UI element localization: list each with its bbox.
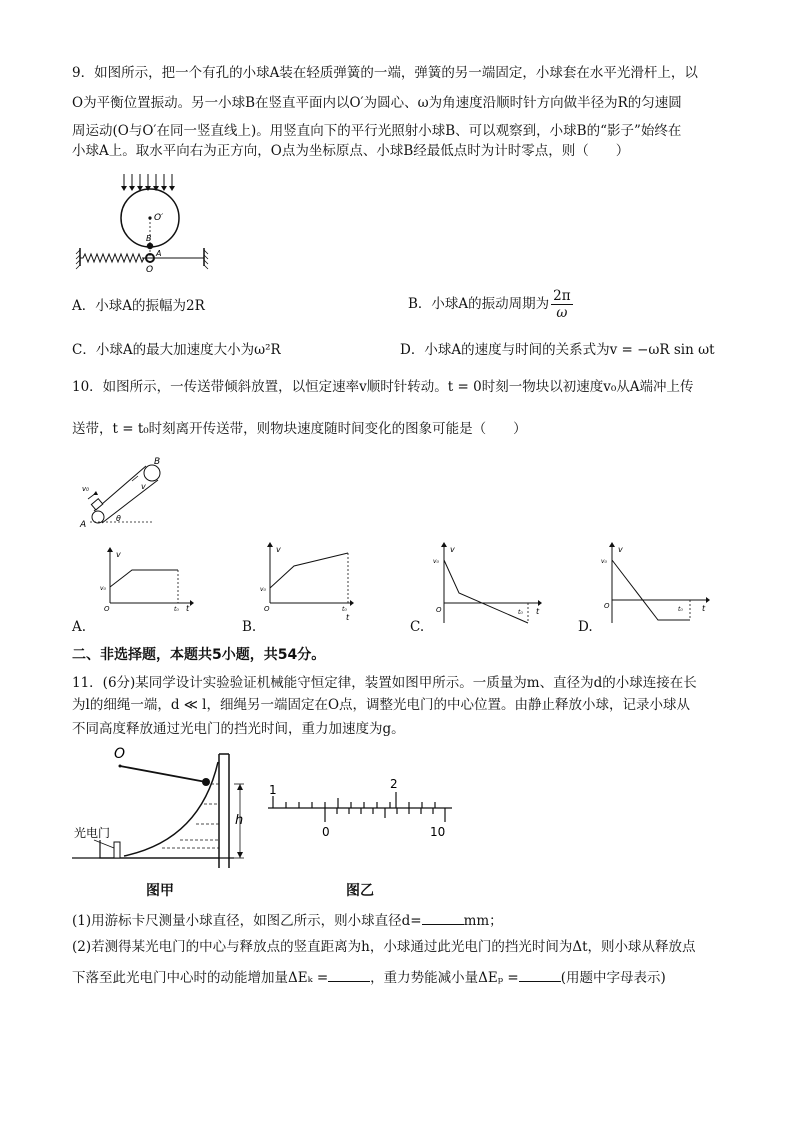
- t0-tick: t₀: [342, 606, 347, 613]
- q10-graph-b: [258, 540, 354, 623]
- origin: O: [604, 602, 610, 610]
- q9-line-4: 小球A上。取水平向右为正方向，O点为坐标原点、小球B经最低点时为计时零点，则（ ）: [72, 143, 630, 159]
- photogate: [114, 842, 120, 858]
- vernier-scale-10: 10: [430, 825, 446, 839]
- v0-tick: v₀: [433, 558, 439, 565]
- spring: [80, 254, 148, 262]
- theta-label: θ: [116, 514, 121, 523]
- main-scale-1: 1: [269, 783, 277, 797]
- fraction-denominator: ω: [556, 305, 568, 321]
- light-arrows: [124, 174, 172, 188]
- axis-v: v: [618, 545, 623, 554]
- main-scale-2: 2: [390, 777, 398, 791]
- q9-line-3: 周运动(O与O′在同一竖直线上)。用竖直向下的平行光照射小球B、可以观察到，小球B的“影子”始终在: [72, 123, 682, 139]
- q9-option-b-text: B．小球A的振动周期为: [408, 296, 550, 312]
- q11-part-1-text: (1)用游标卡尺测量小球直径，如图乙所示，则小球直径d=: [72, 913, 422, 929]
- q9-line-2: O为平衡位置振动。另一小球B在竖直平面内以O′为圆心、ω为角速度沿顺时针方向做半径为R的匀速圆: [72, 95, 682, 111]
- q11-part-1-unit: mm；: [463, 913, 503, 929]
- answer-blank-d[interactable]: [422, 910, 464, 925]
- v0-label: v₀: [82, 485, 89, 493]
- q9-line-1: 9．如图所示，把一个有孔的小球A装在轻质弹簧的一端，弹簧的另一端固定，小球套在水平光滑杆上，以: [72, 65, 698, 81]
- q9-option-c: C．小球A的最大加速度大小为ω²R: [72, 342, 281, 358]
- string: [120, 766, 206, 782]
- q10-option-d-letter: D.: [578, 619, 593, 635]
- answer-blank-ep[interactable]: [519, 967, 561, 982]
- q10-line-2: 送带，t = t₀时刻离开传送带，则物块速度随时间变化的图象可能是（ ）: [72, 421, 527, 437]
- q11-part-2-ek-text: 下落至此光电门中心时的动能增加量ΔEₖ =: [72, 970, 329, 986]
- q9-option-d: D．小球A的速度与时间的关系式为v = −ωR sin ωt: [400, 342, 715, 358]
- q11-line-2: 为l的细绳一端，d ≪ l，细绳另一端固定在O点，调整光电门的中心位置。由静止释放小球，记录小球从: [72, 697, 691, 713]
- pivot-o-label: O: [114, 746, 126, 762]
- fraction-numerator: 2π: [553, 288, 571, 304]
- q9-option-a: A．小球A的振幅为2R: [72, 298, 205, 314]
- origin: O: [264, 605, 270, 613]
- q9-option-b-fraction: [551, 288, 572, 321]
- t0-tick: t₀: [678, 606, 683, 613]
- belt-v-label: v: [141, 482, 146, 491]
- q11-line-1: 11．(6分)某同学设计实验验证机械能守恒定律，装置如图甲所示。一质量为m、直径为d的小球连接在长: [72, 675, 697, 691]
- q10-line-1: 10．如图所示，一传送带倾斜放置，以恒定速率v顺时针转动。t = 0时刻一物块以初速度v₀从A端冲上传: [72, 379, 694, 395]
- o-prime-label: O′: [154, 213, 164, 223]
- q10-option-c-letter: C.: [410, 619, 425, 635]
- q10-graph-a: [98, 545, 194, 623]
- main-scale-ticks: [273, 792, 435, 808]
- q10-graph-c: [432, 540, 544, 625]
- axis-v: v: [450, 545, 455, 554]
- q10-option-b-letter: B.: [242, 619, 257, 635]
- figure-jia-caption: 图甲: [146, 883, 174, 899]
- vernier-caliper-figure: [262, 774, 458, 844]
- q11-part-2-ep-text: ，重力势能减小量ΔEₚ =: [370, 970, 519, 986]
- axis-t: t: [536, 607, 540, 616]
- q9-option-b: [408, 288, 573, 321]
- q9-spring-circle-figure: [72, 170, 212, 280]
- v0-tick: v₀: [260, 586, 266, 593]
- a-label: A: [156, 249, 162, 258]
- answer-blank-ek[interactable]: [328, 967, 370, 982]
- axis-v: v: [116, 550, 121, 559]
- q11-part-2-line-1: (2)若测得某光电门的中心与释放点的竖直距离为h，小球通过此光电门的挡光时间为Δt，则小球从释放点: [72, 939, 696, 955]
- origin: O: [436, 606, 442, 614]
- v0-tick: v₀: [601, 558, 607, 565]
- b-end-label: B: [154, 457, 161, 467]
- o-label: O: [146, 265, 154, 275]
- vernier-scale-0: 0: [322, 825, 330, 839]
- t0-tick: t₀: [174, 606, 179, 613]
- origin: O: [104, 605, 110, 613]
- q11-part-2-hint: (用题中字母表示): [560, 970, 666, 986]
- q11-part-1: [72, 910, 724, 931]
- photogate-label: 光电门: [74, 826, 111, 840]
- ball: [202, 778, 210, 786]
- section-heading: 二、非选择题，本题共5小题，共54分。: [72, 647, 326, 663]
- q10-option-a-letter: A.: [72, 619, 87, 635]
- t0-tick: t₀: [518, 609, 523, 616]
- a-end-label: A: [80, 520, 87, 530]
- q10-conveyor-figure: [76, 455, 176, 535]
- axis-t: t: [702, 604, 706, 613]
- h-label: h: [235, 813, 244, 828]
- axis-t: t: [186, 604, 190, 613]
- q10-graph-d: [600, 540, 712, 625]
- ball-b: [147, 243, 153, 249]
- gate-levels: [162, 784, 219, 848]
- axis-t: t: [346, 613, 350, 622]
- figure-yi-caption: 图乙: [346, 883, 374, 899]
- axis-v: v: [276, 545, 281, 554]
- q11-part-2-line-2: [72, 967, 724, 988]
- q11-line-3: 不同高度释放通过光电门的挡光时间，重力加速度为g。: [72, 721, 405, 737]
- v0-tick: v₀: [100, 585, 106, 592]
- b-label: B: [146, 234, 152, 243]
- vernier-scale-ticks: [325, 808, 445, 822]
- q11-apparatus-figure: [72, 740, 272, 875]
